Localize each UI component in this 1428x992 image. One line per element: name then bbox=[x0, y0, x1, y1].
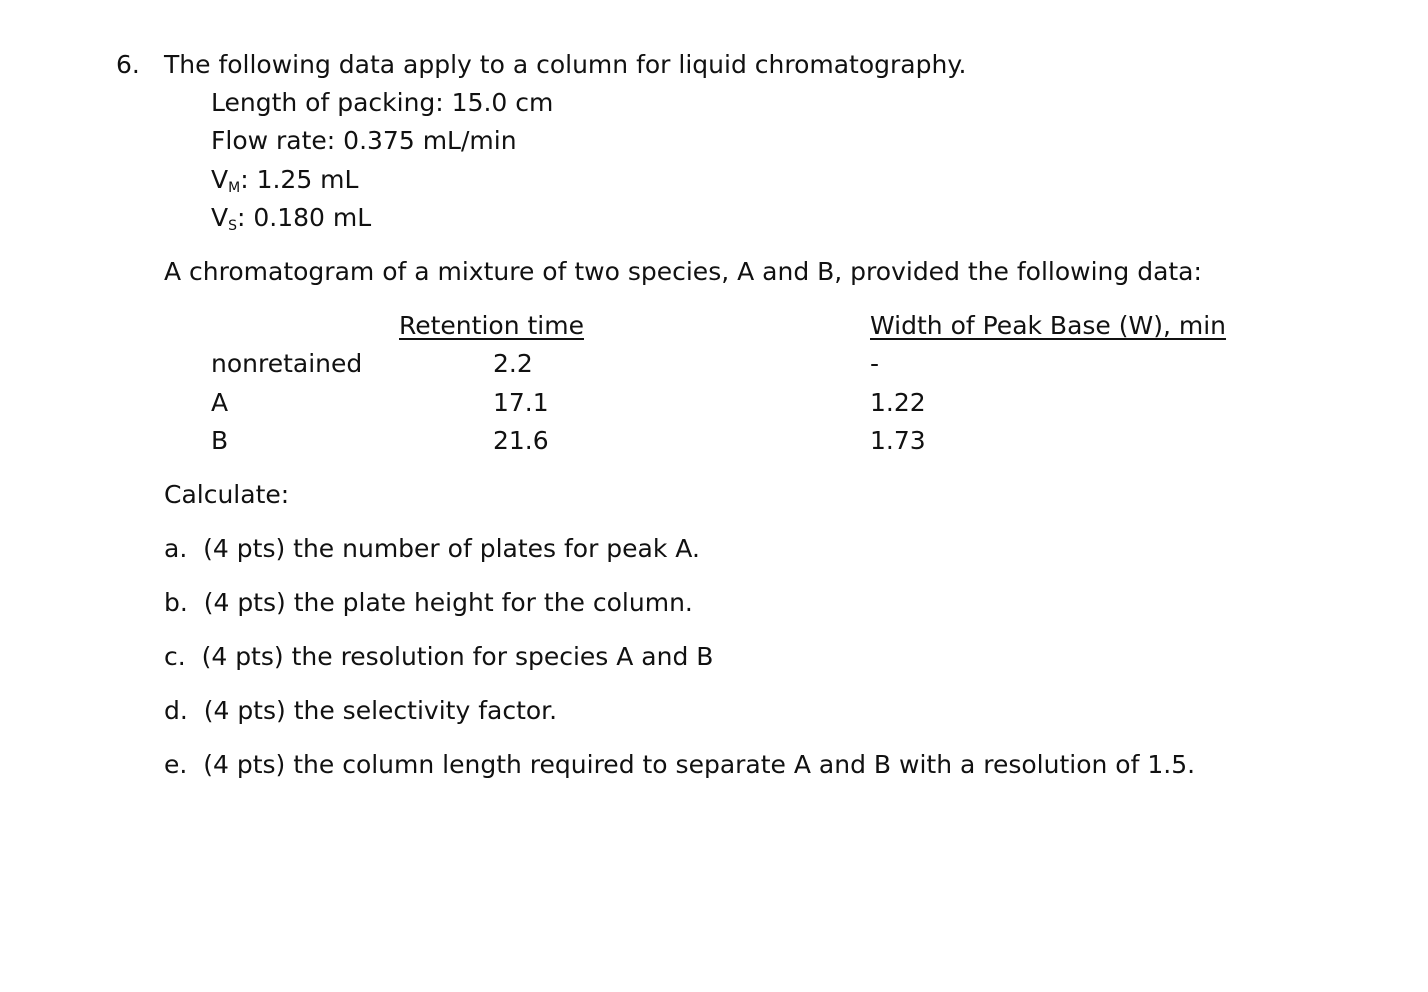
vs-value: : 0.180 mL bbox=[237, 203, 372, 232]
row-label-a: A bbox=[211, 388, 229, 417]
vm-subscript: M bbox=[228, 180, 241, 196]
row-width-b: 1.73 bbox=[870, 426, 926, 455]
flow-value: 0.375 mL/min bbox=[343, 126, 517, 155]
row-width-nonretained: - bbox=[870, 349, 880, 378]
calculate-label: Calculate: bbox=[164, 480, 290, 509]
row-retention-a: 17.1 bbox=[493, 388, 549, 417]
vm-symbol: V bbox=[211, 165, 229, 194]
mobile-phase-volume bbox=[211, 165, 359, 196]
part-b: b. (4 pts) the plate height for the column. bbox=[164, 588, 693, 617]
part-c: c. (4 pts) the resolution for species A and B bbox=[164, 642, 714, 671]
row-label-nonretained: nonretained bbox=[211, 349, 363, 378]
row-width-a: 1.22 bbox=[870, 388, 926, 417]
length-of-packing bbox=[211, 90, 553, 115]
vm-value: : 1.25 mL bbox=[240, 165, 359, 194]
vs-subscript: S bbox=[228, 218, 237, 234]
stationary-phase-volume bbox=[211, 203, 372, 234]
header-retention-time: Retention time bbox=[399, 311, 584, 340]
question-number: 6. bbox=[116, 50, 140, 79]
part-d: d. (4 pts) the selectivity factor. bbox=[164, 696, 558, 725]
flow-label: Flow rate: bbox=[211, 126, 336, 155]
question-prompt: The following data apply to a column for liquid chromatography. bbox=[164, 50, 967, 79]
row-retention-nonretained: 2.2 bbox=[493, 349, 533, 378]
row-label-b: B bbox=[211, 426, 229, 455]
length-label: Length of packing: bbox=[211, 88, 444, 117]
part-a: a. (4 pts) the number of plates for peak A. bbox=[164, 534, 700, 563]
flow-rate bbox=[211, 128, 517, 153]
row-retention-b: 21.6 bbox=[493, 426, 549, 455]
chromatogram-intro: A chromatogram of a mixture of two species, A and B, provided the following data: bbox=[164, 257, 1202, 286]
part-e: e. (4 pts) the column length required to separate A and B with a resolution of 1.5. bbox=[164, 750, 1196, 779]
header-peak-width: Width of Peak Base (W), min bbox=[870, 311, 1227, 340]
vs-symbol: V bbox=[211, 203, 229, 232]
length-value: 15.0 cm bbox=[451, 88, 554, 117]
